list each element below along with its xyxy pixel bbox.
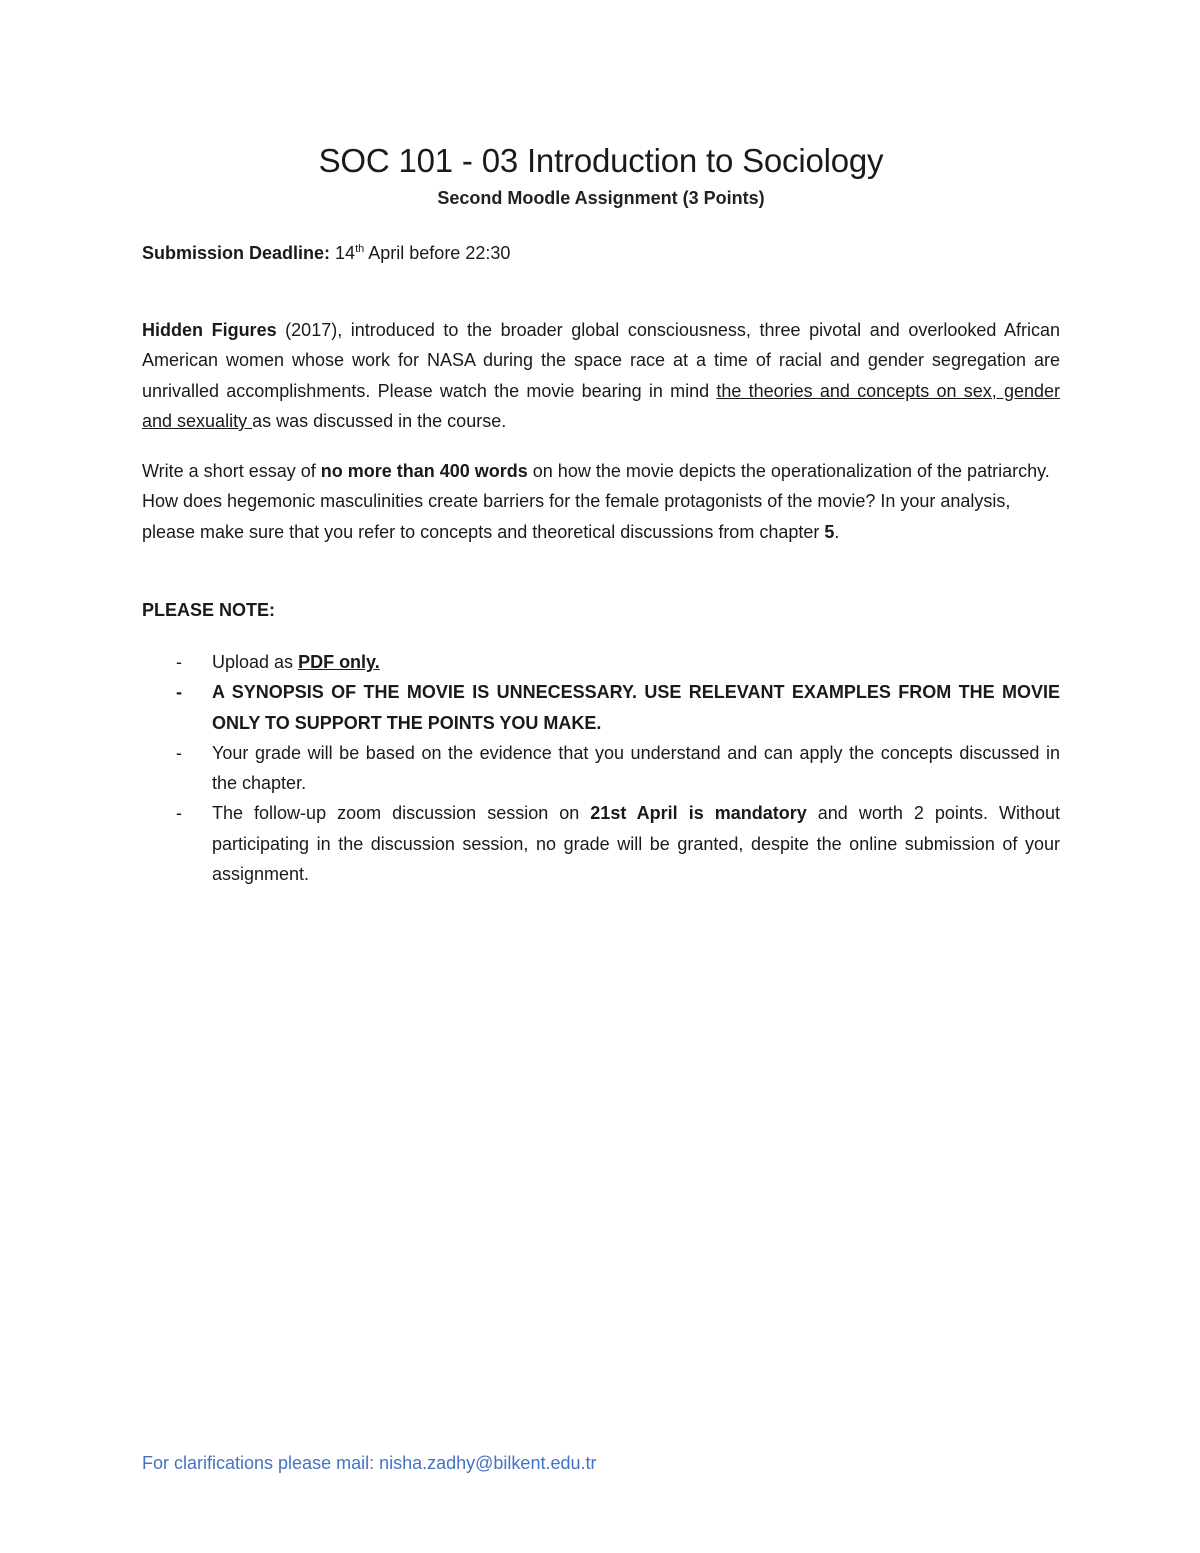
mandatory-date: 21st April is mandatory bbox=[590, 803, 807, 824]
zoom-text: The follow-up zoom discussion session on bbox=[212, 803, 591, 824]
list-item bbox=[142, 738, 1060, 799]
film-title: Hidden Figures bbox=[142, 320, 277, 340]
list-dash: - bbox=[176, 803, 182, 824]
list-dash: - bbox=[176, 742, 182, 763]
zoom-text-end: and worth 2 points. Without participating in the discussion session, no grade will be granted, despite the online submission of your assignment. bbox=[212, 803, 1060, 885]
grading-note: Your grade will be based on the evidence that you understand and can apply the concepts discussed in the chapter. bbox=[212, 742, 1060, 794]
chapter-number: 5 bbox=[824, 521, 835, 542]
list-dash: - bbox=[176, 682, 182, 703]
pdf-only: PDF only. bbox=[298, 652, 380, 672]
theories-underlined: the theories and concepts on sex, gender and sexuality bbox=[142, 380, 1060, 431]
essay-text-start: Write a short essay of bbox=[142, 461, 321, 481]
list-item bbox=[142, 647, 1060, 677]
list-item bbox=[142, 677, 1060, 738]
list-dash: - bbox=[176, 652, 182, 672]
document-subtitle: Second Moodle Assignment (3 Points) bbox=[437, 188, 765, 208]
contact-footer[interactable]: For clarifications please mail: nisha.zadhy@bilkent.edu.tr bbox=[142, 1453, 597, 1473]
synopsis-warning: A SYNOPSIS OF THE MOVIE IS UNNECESSARY. USE RELEVANT EXAMPLES FROM THE MOVIE ONLY TO SUPPORT THE POINTS YOU MAKE. bbox=[212, 682, 1060, 733]
deadline-day-suffix: th bbox=[355, 243, 365, 255]
document-page bbox=[142, 0, 1060, 1553]
word-limit: no more than 400 words bbox=[320, 461, 528, 481]
note-heading: PLEASE NOTE: bbox=[142, 600, 276, 620]
intro-text-end: as was discussed in the course. bbox=[252, 410, 507, 431]
note-list bbox=[142, 647, 1060, 889]
document-title: SOC 101 - 03 Introduction to Sociology bbox=[318, 142, 884, 179]
deadline-day: 14 bbox=[330, 243, 356, 263]
upload-text: Upload as bbox=[212, 652, 299, 672]
deadline-time: April before 22:30 bbox=[364, 243, 511, 263]
deadline-label: Submission Deadline: bbox=[142, 243, 331, 263]
essay-text: on how the movie depicts the operationalization of the patriarchy. How does hegemonic masculinities create barriers for the female protagonists of the movie? In your analysis, please make sure that you refer to concepts and theoretical discussions from chapter bbox=[142, 461, 1050, 542]
list-item bbox=[142, 798, 1060, 889]
intro-text: (2017), introduced to the broader global consciousness, three pivotal and overlooked African American women whose work for NASA during the space race at a time of racial and gender segregation are unrivalled accomplishments. Please watch the movie bearing in mind bbox=[142, 320, 1060, 401]
intro-paragraph bbox=[142, 315, 1060, 436]
submission-deadline bbox=[142, 243, 510, 264]
essay-text-end: . bbox=[834, 521, 840, 542]
essay-instructions bbox=[142, 456, 1060, 547]
